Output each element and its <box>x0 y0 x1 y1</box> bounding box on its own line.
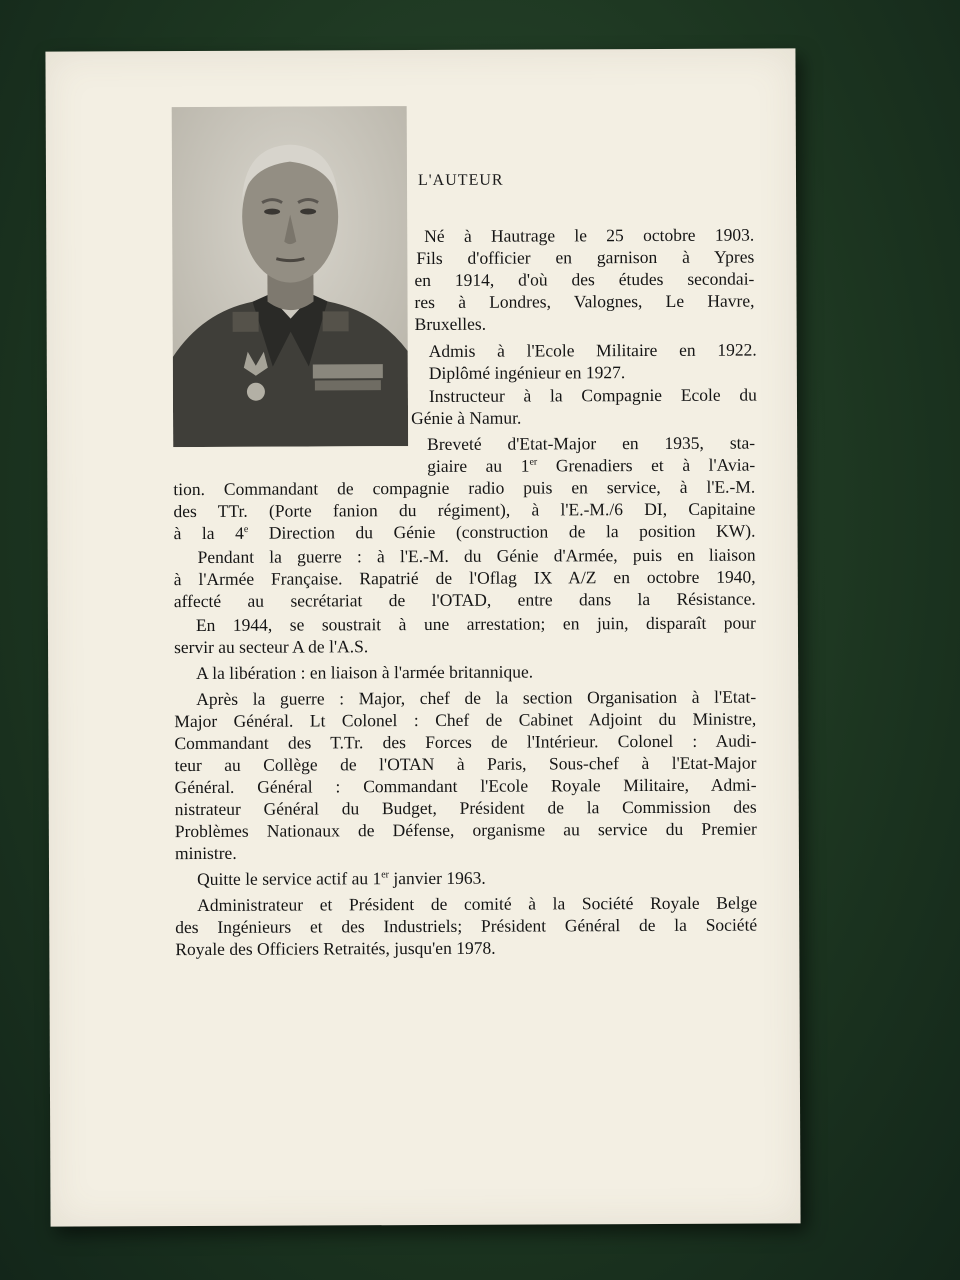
book-back-cover <box>45 48 800 1226</box>
biography-line: res à Londres, Valognes, Le Havre, <box>414 290 755 313</box>
biography-line: Né à Hautrage le 25 octobre 1903. <box>424 224 755 246</box>
biography-line: Breveté d'Etat-Major en 1935, sta- <box>427 432 756 454</box>
biography-line: en 1914, d'où des études secondai- <box>414 268 755 291</box>
biography-line: giaire au 1er Grenadiers et à l'Avia- <box>427 454 756 476</box>
biography-line: Après la guerre : Major, chef de la section Organisation à l'Etat- <box>196 686 757 709</box>
biography-line: affecté au secrétariat de l'OTAD, entre dans la Résistance. <box>173 588 756 612</box>
section-heading: L'AUTEUR <box>417 171 504 190</box>
biography-line: à l'Armée Française. Rapatrié de l'Oflag IX A/Z en octobre 1940, <box>173 566 756 590</box>
biography-line: à la 4e Direction du Génie (construction de la position KW). <box>173 520 756 544</box>
biography-line: Administrateur et Président de comité à la Société Royale Belge <box>197 892 758 915</box>
biography-line: Royale des Officiers Retraités, jusqu'en 1978. <box>175 937 496 960</box>
biography-line: des TTr. (Porte fanion du régiment), à l'E.-M./6 DI, Capitaine <box>173 498 756 522</box>
biography-line: ministre. <box>174 842 237 864</box>
biography-text <box>45 48 800 1226</box>
biography-line: Bruxelles. <box>414 313 487 335</box>
biography-line: Problèmes Nationaux de Défense, organisme au service du Premier <box>174 818 757 842</box>
biography-line: En 1944, se soustrait à une arrestation; en juin, disparaît pour <box>195 612 756 635</box>
biography-line: teur au Collège de l'OTAN à Paris, Sous-chef à l'Etat-Major <box>174 752 757 776</box>
biography-line: A la libération : en liaison à l'armée britannique. <box>196 661 534 683</box>
biography-line: Génie à Namur. <box>410 407 522 429</box>
biography-line: Admis à l'Ecole Militaire en 1922. <box>428 339 757 361</box>
biography-line: tion. Commandant de compagnie radio puis en service, à l'E.-M. <box>173 476 756 500</box>
biography-line: Quitte le service actif au 1er janvier 1963. <box>197 867 486 889</box>
biography-line: Diplômé ingénieur en 1927. <box>428 362 626 383</box>
biography-line: nistrateur Général du Budget, Président de la Commission des <box>174 796 757 820</box>
biography-line: Fils d'officier en garnison à Ypres <box>416 246 755 269</box>
biography-line: Instructeur à la Compagnie Ecole du <box>428 384 757 406</box>
biography-line: Commandant des T.Tr. des Forces de l'Intérieur. Colonel : Audi- <box>174 730 757 754</box>
biography-line: Pendant la guerre : à l'E.-M. du Génie d'Armée, puis en liaison <box>197 544 756 567</box>
biography-line: servir au secteur A de l'A.S. <box>173 636 369 658</box>
biography-line: des Ingénieurs et des Industriels; Président Général de la Société <box>175 914 758 938</box>
biography-line: Major Général. Lt Colonel : Chef de Cabinet Adjoint du Ministre, <box>174 708 757 732</box>
biography-line: Général. Général : Commandant l'Ecole Royale Militaire, Admi- <box>174 774 757 798</box>
